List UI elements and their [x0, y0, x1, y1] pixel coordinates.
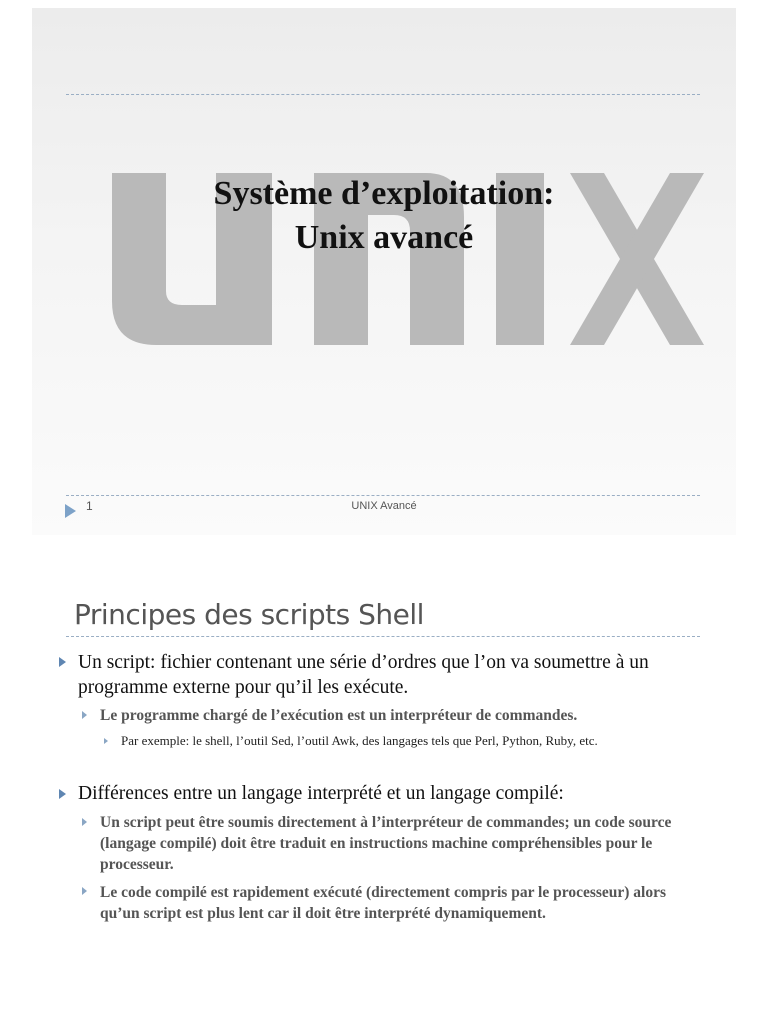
bullet-1-sub-text: Le programme chargé de l’exécution est un interpréteur de commandes. — [100, 707, 578, 724]
bullet-icon — [82, 887, 87, 895]
footer-title: UNIX Avancé — [351, 500, 417, 512]
bullet-icon — [104, 738, 108, 744]
page-number: 1 — [86, 499, 93, 513]
slide-heading: Principes des scripts Shell — [74, 598, 424, 631]
title-slide — [32, 8, 736, 535]
bullet-2-sub-1-text: Un script peut être soumis directement à l’interpréteur de commandes; un code source (langage compilé) doit être traduit en instructions machine compréhensibles pour le processeur. — [100, 814, 672, 873]
bullet-1-text: Un script: fichier contenant une série d’ordres que l’on va soumettre à un programme externe pour qu’il les exécute. — [78, 652, 649, 698]
bottom-divider — [66, 495, 700, 496]
bullet-icon — [82, 711, 87, 719]
title-line-1: Système d’exploitation: — [213, 175, 555, 212]
heading-divider — [66, 636, 700, 637]
title-line-2: Unix avancé — [294, 219, 474, 256]
bullet-2-sub-2-text: Le code compilé est rapidement exécuté (directement compris par le processeur) alors qu’un script est plus lent car il doit être interprété dynamiquement. — [100, 884, 667, 922]
slide-title — [32, 172, 736, 260]
bullet-icon — [59, 657, 66, 667]
bullet-1-subsub-text: Par exemple: le shell, l’outil Sed, l’outil Awk, des langages tels que Perl, Python, Ruby, etc. — [121, 733, 598, 748]
top-divider — [66, 94, 700, 95]
bullet-icon — [82, 818, 87, 826]
bullet-icon — [59, 789, 66, 799]
bullet-2-text: Différences entre un langage interprété et un langage compilé: — [78, 783, 564, 804]
